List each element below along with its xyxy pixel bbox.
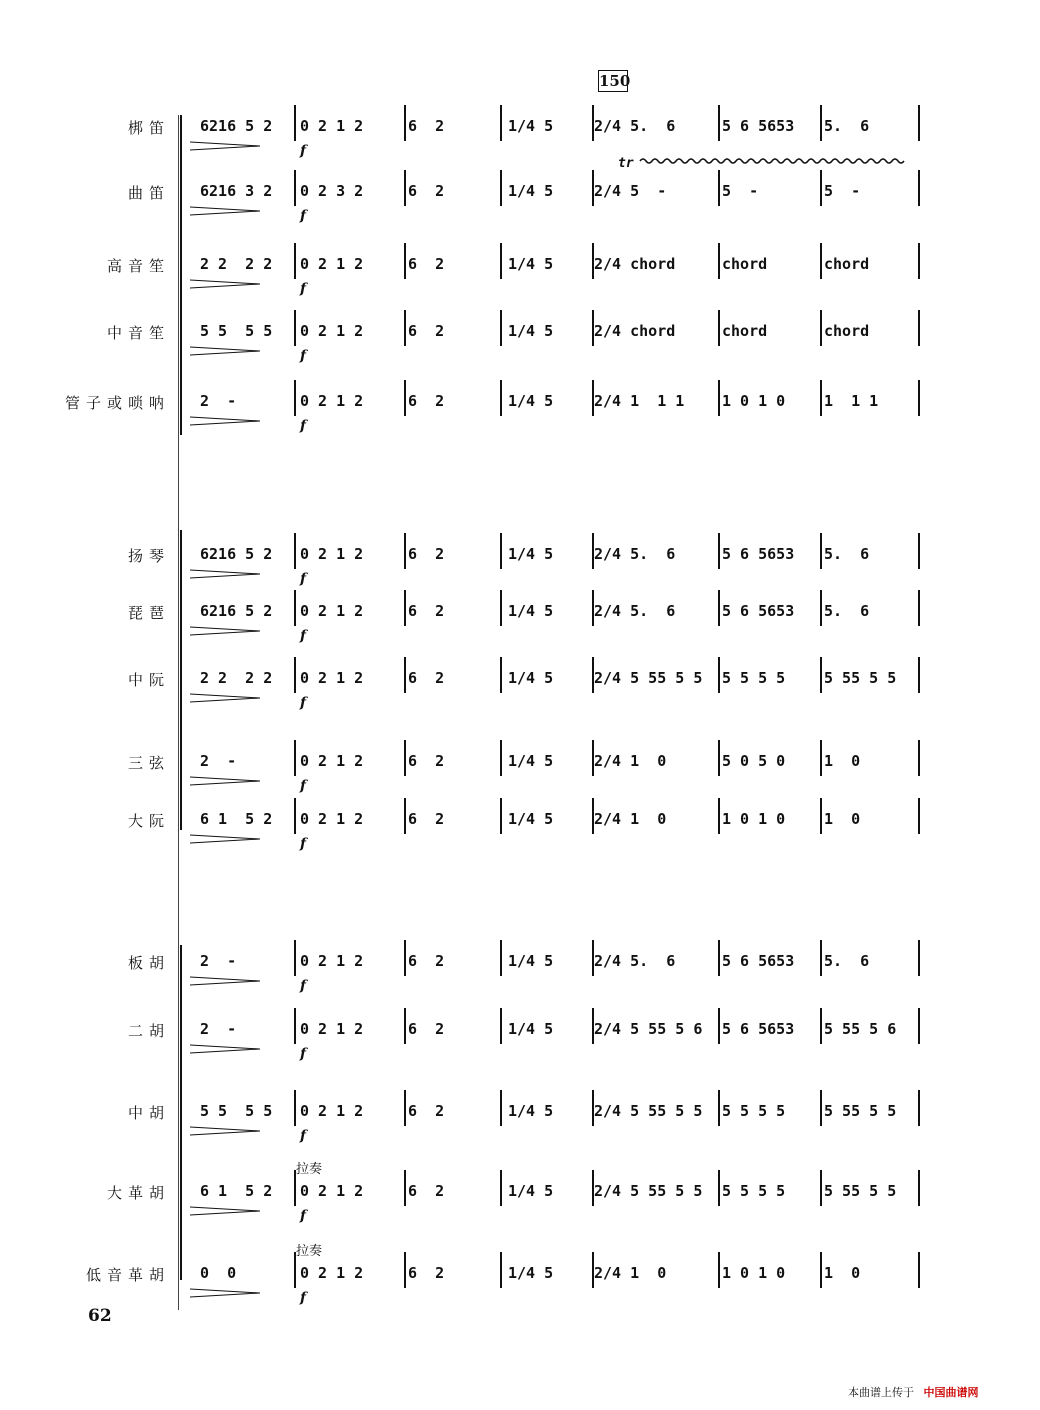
measure-notes: 6 2 [408, 669, 445, 687]
barline [718, 310, 720, 346]
barline [918, 940, 920, 976]
barline [918, 1008, 920, 1044]
barline [404, 243, 406, 279]
hairpin-decrescendo [190, 346, 260, 356]
measure-notes: 0 0 [200, 1264, 237, 1282]
barline [500, 170, 502, 206]
measure-notes: 6 2 [408, 952, 445, 970]
measure-notes: 6216 5 2 [200, 117, 273, 135]
hairpin-decrescendo [190, 569, 260, 579]
measure-notes: 2/4 5 55 5 5 [594, 1102, 703, 1120]
measure-notes: 2 2 2 2 [200, 669, 273, 687]
barline [500, 798, 502, 834]
barline [718, 1252, 720, 1288]
instrument-label: 高音笙 [106, 257, 170, 275]
measure-notes: 6 2 [408, 752, 445, 770]
measure-notes: 1/4 5 [508, 1264, 554, 1282]
dynamic-forte: f [300, 695, 307, 711]
barline [592, 940, 594, 976]
dynamic-forte: f [300, 778, 307, 794]
barline [404, 105, 406, 141]
barline [592, 243, 594, 279]
barline [294, 590, 296, 626]
measure-notes: 1/4 5 [508, 322, 554, 340]
measure-notes: 1/4 5 [508, 392, 554, 410]
barline [294, 243, 296, 279]
measure-notes: 6 2 [408, 322, 445, 340]
measure-notes: 0 2 1 2 [300, 669, 364, 687]
hairpin-decrescendo [190, 1044, 260, 1054]
barline [294, 1090, 296, 1126]
measure-notes: 2/4 5 55 5 5 [594, 669, 703, 687]
barline [918, 1170, 920, 1206]
hairpin-decrescendo [190, 1126, 260, 1136]
barline [592, 105, 594, 141]
measure-notes: 2/4 chord [594, 255, 676, 273]
barline [820, 105, 822, 141]
barline [500, 940, 502, 976]
group-bracket-bowed [180, 945, 186, 1280]
measure-notes: 1/4 5 [508, 117, 554, 135]
instrument-label: 中阮 [127, 671, 170, 689]
measure-notes: 5 55 5 5 [824, 1102, 897, 1120]
barline [592, 1170, 594, 1206]
barline [718, 940, 720, 976]
measure-notes: 5 6 5653 [722, 952, 795, 970]
dynamic-forte: f [300, 1208, 307, 1224]
measure-notes: 6 2 [408, 602, 445, 620]
barline [592, 590, 594, 626]
trill-label: tr [618, 156, 634, 171]
barline [718, 243, 720, 279]
barline [404, 1170, 406, 1206]
barline [592, 657, 594, 693]
barline [718, 105, 720, 141]
trill-line [620, 156, 920, 166]
measure-notes: 6 2 [408, 810, 445, 828]
measure-notes: 1/4 5 [508, 545, 554, 563]
measure-notes: 5 5 5 5 [722, 1182, 786, 1200]
measure-notes: 5 - [722, 182, 759, 200]
barline [294, 105, 296, 141]
measure-notes: 1/4 5 [508, 1020, 554, 1038]
measure-notes: 6 2 [408, 1020, 445, 1038]
measure-notes: 6 1 5 2 [200, 1182, 273, 1200]
dynamic-forte: f [300, 1046, 307, 1062]
barline [294, 310, 296, 346]
playing-technique: 拉奏 [296, 1244, 323, 1259]
barline [500, 590, 502, 626]
measure-notes: 2/4 5. 6 [594, 602, 676, 620]
measure-notes: 5 5 5 5 [200, 1102, 273, 1120]
measure-notes: 2/4 1 0 [594, 810, 667, 828]
measure-notes: 6 1 5 2 [200, 810, 273, 828]
measure-notes: 0 2 1 2 [300, 1102, 364, 1120]
barline [718, 740, 720, 776]
measure-notes: 2/4 5. 6 [594, 117, 676, 135]
measure-notes: 0 2 1 2 [300, 810, 364, 828]
measure-notes: 0 2 1 2 [300, 1182, 364, 1200]
measure-notes: 5. 6 [824, 545, 870, 563]
barline [500, 1252, 502, 1288]
barline [918, 105, 920, 141]
barline [500, 1170, 502, 1206]
barline [404, 798, 406, 834]
dynamic-forte: f [300, 628, 307, 644]
measure-notes: 5 0 5 0 [722, 752, 786, 770]
rehearsal-mark: 150 [599, 72, 631, 90]
barline [404, 310, 406, 346]
instrument-label: 大阮 [127, 812, 170, 830]
dynamic-forte: f [300, 1290, 307, 1306]
measure-notes: 1 0 1 0 [722, 1264, 786, 1282]
hairpin-decrescendo [190, 626, 260, 636]
measure-notes: 1 0 [824, 752, 861, 770]
measure-notes: 0 2 1 2 [300, 602, 364, 620]
dynamic-forte: f [300, 571, 307, 587]
barline [404, 740, 406, 776]
measure-notes: 5 6 5653 [722, 545, 795, 563]
barline [294, 740, 296, 776]
barline [404, 533, 406, 569]
barline [592, 1252, 594, 1288]
barline [294, 380, 296, 416]
hairpin-decrescendo [190, 976, 260, 986]
measure-notes: 1/4 5 [508, 255, 554, 273]
barline [500, 740, 502, 776]
measure-notes: 5 5 5 5 [200, 322, 273, 340]
measure-notes: 5 55 5 6 [824, 1020, 897, 1038]
measure-notes: 2 - [200, 1020, 237, 1038]
barline [718, 1170, 720, 1206]
measure-notes: 2/4 5. 6 [594, 545, 676, 563]
barline [404, 1008, 406, 1044]
measure-notes: 1/4 5 [508, 752, 554, 770]
instrument-label: 曲笛 [127, 184, 170, 202]
measure-notes: 2/4 5. 6 [594, 952, 676, 970]
measure-notes: 0 2 3 2 [300, 182, 364, 200]
barline [718, 590, 720, 626]
barline [592, 170, 594, 206]
measure-notes: 5 - [824, 182, 861, 200]
barline [820, 243, 822, 279]
barline [918, 380, 920, 416]
measure-notes: 6216 3 2 [200, 182, 273, 200]
barline [918, 740, 920, 776]
measure-notes: 5. 6 [824, 602, 870, 620]
measure-notes: 6 2 [408, 392, 445, 410]
barline [918, 243, 920, 279]
barline [500, 1008, 502, 1044]
instrument-label: 管子或唢呐 [64, 394, 170, 412]
instrument-label: 梆笛 [127, 119, 170, 137]
barline [820, 798, 822, 834]
measure-notes: 5. 6 [824, 117, 870, 135]
dynamic-forte: f [300, 281, 307, 297]
barline [500, 533, 502, 569]
measure-notes: 6216 5 2 [200, 545, 273, 563]
barline [718, 1090, 720, 1126]
barline [820, 1008, 822, 1044]
barline [718, 380, 720, 416]
barline [592, 1008, 594, 1044]
barline [404, 590, 406, 626]
barline [404, 170, 406, 206]
measure-notes: chord [722, 255, 768, 273]
barline [918, 310, 920, 346]
measure-notes: chord [824, 255, 870, 273]
barline [294, 1008, 296, 1044]
barline [820, 533, 822, 569]
hairpin-decrescendo [190, 693, 260, 703]
hairpin-decrescendo [190, 279, 260, 289]
measure-notes: 1 0 [824, 810, 861, 828]
barline [404, 380, 406, 416]
measure-notes: 0 2 1 2 [300, 952, 364, 970]
measure-notes: 6216 5 2 [200, 602, 273, 620]
footer-site: 中国曲谱网 [923, 1386, 979, 1399]
dynamic-forte: f [300, 143, 307, 159]
barline [820, 657, 822, 693]
measure-notes: 6 2 [408, 1264, 445, 1282]
measure-notes: 6 2 [408, 117, 445, 135]
measure-notes: 2/4 1 0 [594, 1264, 667, 1282]
playing-technique: 拉奏 [296, 1162, 323, 1177]
measure-notes: 1 0 1 0 [722, 810, 786, 828]
dynamic-forte: f [300, 836, 307, 852]
barline [718, 657, 720, 693]
measure-notes: 0 2 1 2 [300, 392, 364, 410]
barline [718, 170, 720, 206]
measure-notes: 1/4 5 [508, 669, 554, 687]
barline [294, 798, 296, 834]
barline [820, 380, 822, 416]
measure-notes: 1/4 5 [508, 182, 554, 200]
measure-notes: 1/4 5 [508, 810, 554, 828]
measure-notes: 5 55 5 5 [824, 669, 897, 687]
barline [820, 170, 822, 206]
barline [718, 533, 720, 569]
dynamic-forte: f [300, 418, 307, 434]
barline [918, 1090, 920, 1126]
instrument-label: 琵琶 [127, 604, 170, 622]
barline [592, 380, 594, 416]
barline [918, 798, 920, 834]
measure-notes: 0 2 1 2 [300, 752, 364, 770]
barline [592, 533, 594, 569]
barline [404, 1090, 406, 1126]
measure-notes: 2/4 1 1 1 [594, 392, 685, 410]
barline [592, 740, 594, 776]
system-left-line [178, 115, 179, 1310]
barline [294, 657, 296, 693]
dynamic-forte: f [300, 208, 307, 224]
barline [500, 105, 502, 141]
barline [918, 1252, 920, 1288]
barline [718, 1008, 720, 1044]
measure-notes: 5. 6 [824, 952, 870, 970]
measure-notes: 2/4 chord [594, 322, 676, 340]
barline [294, 170, 296, 206]
measure-notes: 0 2 1 2 [300, 1264, 364, 1282]
barline [820, 1090, 822, 1126]
barline [918, 657, 920, 693]
measure-notes: 6 2 [408, 1102, 445, 1120]
group-bracket-plucked [180, 530, 186, 830]
measure-notes: 2 - [200, 752, 237, 770]
barline [294, 940, 296, 976]
hairpin-decrescendo [190, 206, 260, 216]
measure-notes: 5 6 5653 [722, 602, 795, 620]
measure-notes: 2/4 5 - [594, 182, 667, 200]
barline [294, 533, 296, 569]
measure-notes: 2 - [200, 952, 237, 970]
barline [820, 1170, 822, 1206]
barline [918, 590, 920, 626]
instrument-label: 低音革胡 [85, 1266, 170, 1284]
measure-notes: 0 2 1 2 [300, 545, 364, 563]
barline [718, 798, 720, 834]
barline [820, 740, 822, 776]
barline [592, 798, 594, 834]
instrument-label: 扬琴 [127, 547, 170, 565]
barline [918, 170, 920, 206]
hairpin-decrescendo [190, 776, 260, 786]
barline [500, 657, 502, 693]
measure-notes: 6 2 [408, 545, 445, 563]
instrument-label: 板胡 [127, 954, 170, 972]
barline [500, 243, 502, 279]
instrument-label: 三弦 [127, 754, 170, 772]
measure-notes: 0 2 1 2 [300, 1020, 364, 1038]
measure-notes: 1 1 1 [824, 392, 879, 410]
measure-notes: 2/4 5 55 5 5 [594, 1182, 703, 1200]
measure-notes: 0 2 1 2 [300, 322, 364, 340]
hairpin-decrescendo [190, 1206, 260, 1216]
group-bracket-winds [180, 115, 186, 435]
hairpin-decrescendo [190, 834, 260, 844]
barline [820, 940, 822, 976]
measure-notes: 1 0 [824, 1264, 861, 1282]
measure-notes: 1 0 1 0 [722, 392, 786, 410]
barline [592, 1090, 594, 1126]
measure-notes: chord [824, 322, 870, 340]
measure-notes: chord [722, 322, 768, 340]
hairpin-decrescendo [190, 141, 260, 151]
instrument-label: 大革胡 [106, 1184, 170, 1202]
dynamic-forte: f [300, 978, 307, 994]
page-number: 62 [88, 1306, 112, 1326]
barline [918, 533, 920, 569]
measure-notes: 2/4 1 0 [594, 752, 667, 770]
barline [500, 310, 502, 346]
barline [820, 310, 822, 346]
measure-notes: 1/4 5 [508, 602, 554, 620]
hairpin-decrescendo [190, 416, 260, 426]
measure-notes: 1/4 5 [508, 1102, 554, 1120]
footer-text: 本曲谱上传于 [848, 1386, 914, 1399]
measure-notes: 2/4 5 55 5 6 [594, 1020, 703, 1038]
measure-notes: 2 - [200, 392, 237, 410]
barline [404, 940, 406, 976]
measure-notes: 5 5 5 5 [722, 669, 786, 687]
measure-notes: 5 5 5 5 [722, 1102, 786, 1120]
measure-notes: 5 6 5653 [722, 1020, 795, 1038]
dynamic-forte: f [300, 1128, 307, 1144]
hairpin-decrescendo [190, 1288, 260, 1298]
measure-notes: 1/4 5 [508, 1182, 554, 1200]
barline [404, 1252, 406, 1288]
barline [500, 380, 502, 416]
measure-notes: 0 2 1 2 [300, 255, 364, 273]
barline [820, 1252, 822, 1288]
barline [592, 310, 594, 346]
measure-notes: 6 2 [408, 182, 445, 200]
measure-notes: 1/4 5 [508, 952, 554, 970]
footer-credit [848, 1384, 979, 1400]
instrument-label: 二胡 [127, 1022, 170, 1040]
instrument-label: 中胡 [127, 1104, 170, 1122]
measure-notes: 5 55 5 5 [824, 1182, 897, 1200]
barline [404, 657, 406, 693]
measure-notes: 6 2 [408, 255, 445, 273]
measure-notes: 5 6 5653 [722, 117, 795, 135]
barline [500, 1090, 502, 1126]
dynamic-forte: f [300, 348, 307, 364]
barline [820, 590, 822, 626]
measure-notes: 0 2 1 2 [300, 117, 364, 135]
measure-notes: 6 2 [408, 1182, 445, 1200]
measure-notes: 2 2 2 2 [200, 255, 273, 273]
instrument-label: 中音笙 [106, 324, 170, 342]
